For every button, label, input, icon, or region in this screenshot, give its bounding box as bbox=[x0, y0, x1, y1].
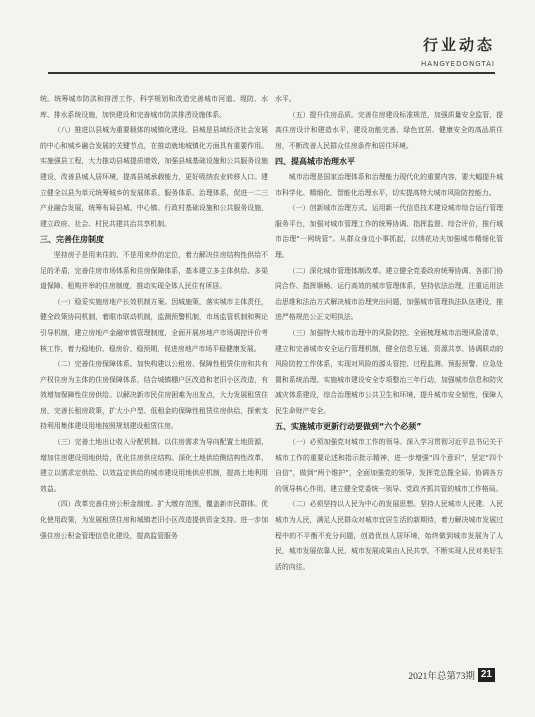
section-subtitle: HANGYEDONGTAI bbox=[421, 60, 495, 68]
paragraph: （一）创新城市治理方式。运用新一代信息技术建设城市综合运行管理服务平台，加强对城市管理工作的统筹协调、指挥监督、综合评价，推行城市治理“一网统管”。从群众身边小事抓起，以绣花功夫加强城市精细化管理。 bbox=[275, 204, 503, 259]
paragraph: （三）完善土地出让收入分配机制。以住房需求为导向配置土地资源，增加住房建设用地供给，优化住房供应结构。深化土地供给侧结构性改革，建立以需求定供给、以效益定供给的城市建设用地供应机制，提高土地利用效益。 bbox=[40, 438, 268, 493]
paragraph: （一）稳妥实施房地产长效机制方案。因城施策，落实城市主体责任，健全政策协同机制，着眼市联动机制，监测预警机制，市场监管机制和舆论引导机制，建立房地产金融审慎管理制度，全面开展房地产市场调控评价考核工作，着力稳地价、稳房价、稳预期，促进房地产市场平稳健康发展。 bbox=[40, 297, 268, 353]
paragraph: 水平。 bbox=[275, 95, 296, 103]
page-footer bbox=[408, 668, 495, 682]
section-heading: 三、完善住房制度 bbox=[40, 235, 104, 245]
paragraph: 坚持房子是用来住的、不是用来炒的定位，着力解决住房结构性供给不足的矛盾，完善住房市场体系和住房保障体系，基本建立多主体供给、多渠道保障、租购并举的住房制度，推动实现全体人民住有所居。 bbox=[40, 250, 268, 291]
paragraph: （一）必须加强党对城市工作的领导。深入学习贯彻习近平总书记关于城市工作的重要论述和指示批示精神，进一步增强“四个意识”，坚定“四个自信”，做到“两个维护”，全面加强党的领导，发挥党总揽全局、协调各方的领导核心作用，建立健全党委统一领导、党政齐抓共管的城市工作格局。 bbox=[275, 438, 503, 493]
section-heading: 四、提高城市治理水平 bbox=[275, 157, 355, 167]
paragraph: （八）推进以县城为重要载体的城镇化建设。县城是县域经济社会发展的中心和城乡融合发展的关键节点，在推动就地城镇化方面具有重要作用。实施强县工程，大力推动县城提质增效，加强县城基础设施和公共服务设施建设，改善县城人居环境，提高县城承载能力，更好吸纳农业转移人口。建立健全以县为单元统筹城乡的发展体系、服务体系、治理体系，促进一二三产业融合发展，统筹布局县城、中心镇、行政村基础设施和公共服务设施，建立政府、社会、村民共建共治共享机制。 bbox=[40, 126, 268, 228]
issue-label: 2021年总第73期 bbox=[408, 672, 475, 682]
header-divider bbox=[48, 72, 495, 74]
right-column bbox=[275, 92, 503, 575]
paragraph: 城市治理是国家治理体系和治理能力现代化的重要内容，要大幅提升城市科学化、精细化、智能化治理水平，切实提高特大城市风险防控能力。 bbox=[275, 172, 503, 197]
paragraph: （五）提升住房品质。完善住房建设标准规范，加强质量安全监管，提高住房设计和建造水平，建设功能完善、绿色宜居、健康安全的高品质住房，不断改善人民群众住房条件和居住环境。 bbox=[275, 110, 503, 150]
paragraph: （二）必须坚持以人民为中心的发展思想。坚持人民城市人民建、人民城市为人民，满足人民群众对城市宜居生活的新期待，着力解决城市发展过程中的不平衡不充分问题，创造优良人居环境，始终做到城市发展为了人民，城市发展依靠人民，城市发展成果由人民共享，不断实现人民对美好生活的向往。 bbox=[275, 500, 503, 571]
paragraph: （二）深化城市管理体制改革。建立健全党委政府统筹协调、各部门协同合作、指挥顺畅、运行高效的城市管理体系，坚持依法治理，注重运用法治思维和法治方式解决城市治理突出问题，加强城市管理执法队伍建设，推进严格规范公正文明执法。 bbox=[275, 266, 503, 322]
paragraph: （三）加强特大城市治理中的风险防控。全面梳理城市治理风险清单，建立和完善城市安全运行管理机制，健全信息互通、资源共享、协调联动的风险防控工作体系，实现对风险的源头管控、过程监测、预报预警、应急处置和系统治理。实施城市建设安全专项整治三年行动，加强城市信息和防灾减灾体系建设，综合治理城市公共卫生和环境，提升城市安全韧性，保障人民生命财产安全。 bbox=[275, 328, 503, 415]
section-title: 行业动态 bbox=[422, 36, 495, 54]
section-heading: 五、实施城市更新行动要做到“六个必须” bbox=[275, 422, 422, 432]
left-column bbox=[40, 92, 268, 544]
paragraph: （四）改革完善住房公积金制度。扩大缴存范围，覆盖新市民群体。优化使用政策，为发展租赁住房和城镇老旧小区改造提供资金支持。进一步加强住房公积金管理信息化建设，提高监管服务 bbox=[40, 500, 268, 540]
paragraph: 统。统筹城市防洪和排涝工作，科学规划和改造完善城市河道、堤防、水库、排水系统设施，加快建设和完善城市防洪排涝设施体系。 bbox=[40, 95, 268, 119]
paragraph: （二）完善住房保障体系。加快构建以公租房、保障性租赁住房和共有产权住房为主体的住房保障体系，结合城镇棚户区改造和老旧小区改造，有效增加保障性住房供给。以解决新市民住房困难为出发点，大力发展租赁住房，完善长租房政策，扩大小户型、低租金的保障性租赁住房供给，探索支持利用集体建设用地按照规划建设租赁住房。 bbox=[40, 360, 268, 431]
page-number: 21 bbox=[478, 668, 495, 682]
